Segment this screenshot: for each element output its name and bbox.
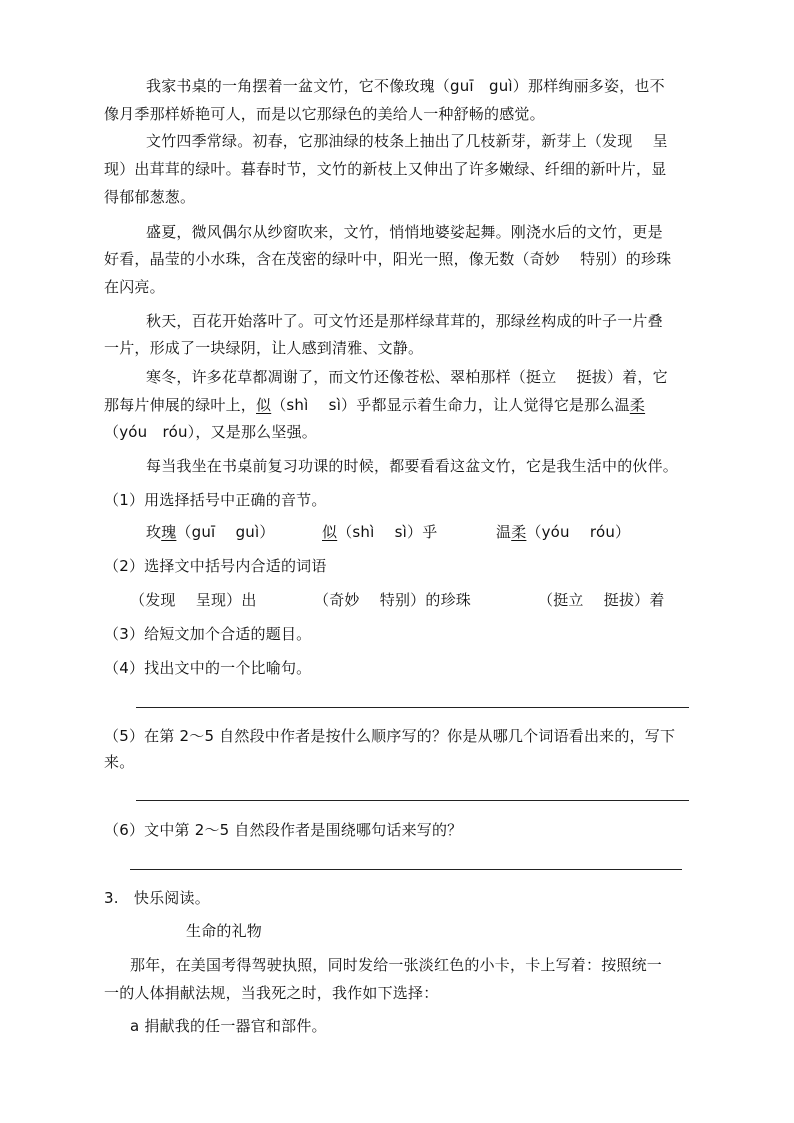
question-2-option-b: （奇妙 特别）的珍珠 <box>314 591 471 609</box>
section-3-line1: 那年，在美国考得驾驶执照，同时发给一张淡红色的小卡，卡上写着：按照统一 <box>130 956 663 974</box>
passage-p5-line2-a: 那每片伸展的绿叶上， <box>104 396 257 414</box>
answer-line-q5[interactable] <box>136 800 689 801</box>
section-3-line2: 一的人体捐献法规，当我死之时，我作如下选择： <box>104 984 439 1002</box>
passage-p4-line1: 秋天，百花开始落叶了。可文竹还是那样绿茸茸的，那绿丝构成的叶子一片叠 <box>146 312 663 330</box>
passage-p6-line1: 每当我坐在书桌前复习功课的时候，都要看看这盆文竹，它是我生活中的伙伴。 <box>146 457 679 475</box>
q1-b-post: （shì sì）乎 <box>337 523 438 541</box>
question-1-option-a <box>146 522 275 542</box>
passage-p5-line2 <box>104 395 645 415</box>
section-3-line3: a 捐献我的任一器官和部件。 <box>130 1017 327 1035</box>
section-3-heading: 3. 快乐阅读。 <box>104 889 210 907</box>
question-2-option-a: （发现 呈现）出 <box>130 591 257 609</box>
underlined-char-rou: 柔 <box>629 396 646 414</box>
question-4: （4）找出文中的一个比喻句。 <box>104 659 312 677</box>
passage-p2-line2: 现）出茸茸的绿叶。暮春时节，文竹的新枝上又伸出了许多嫩绿、纤细的新叶片，显 <box>104 160 667 178</box>
underlined-char-si: 似 <box>256 396 272 414</box>
question-1-option-c <box>496 522 630 542</box>
question-3: （3）给短文加个合适的题目。 <box>104 625 312 643</box>
passage-p4-line2: 一片，形成了一块绿阴，让人感到清雅、文静。 <box>104 339 424 357</box>
question-5-line1: （5）在第 2～5 自然段中作者是按什么顺序写的？你是从哪几个词语看出来的，写下 <box>104 727 676 745</box>
q1-c-underlined: 柔 <box>511 523 527 541</box>
passage-p2-line1: 文竹四季常绿。初春，它那油绿的枝条上抽出了几枝新芽，新芽上（发现 呈 <box>146 132 668 150</box>
q1-c-post: （yóu róu） <box>526 523 631 541</box>
answer-line-q4[interactable] <box>136 707 689 708</box>
question-6: （6）文中第 2～5 自然段作者是围绕哪句话来写的？ <box>104 821 463 839</box>
question-5-line2: 来。 <box>104 753 135 771</box>
passage-p5-line1: 寒冬，许多花草都凋谢了，而文竹还像苍松、翠柏那样（挺立 挺拔）着，它 <box>146 368 668 386</box>
q1-a-underlined: 瑰 <box>161 523 177 541</box>
question-1-option-b <box>322 522 437 542</box>
q1-a-post: （guī guì） <box>176 523 275 541</box>
q1-c-pre: 温 <box>496 523 512 541</box>
answer-line-q6[interactable] <box>130 869 682 870</box>
section-3-title: 生命的礼物 <box>186 922 263 940</box>
q1-a-pre: 玫 <box>146 523 162 541</box>
passage-p3-line1: 盛夏，微风偶尔从纱窗吹来，文竹，悄悄地婆娑起舞。刚浇水后的文竹，更是 <box>146 223 663 241</box>
passage-p1-line2: 像月季那样娇艳可人，而是以它那绿色的美给人一种舒畅的感觉。 <box>104 105 545 123</box>
passage-p5-line2-c: （shì sì）乎都显示着生命力，让人觉得它是那么温 <box>271 396 630 414</box>
question-1: （1）用选择括号中正确的音节。 <box>104 491 327 509</box>
q1-b-underlined: 似 <box>322 523 338 541</box>
passage-p3-line3: 在闪亮。 <box>104 278 165 296</box>
passage-p1-line1: 我家书桌的一角摆着一盆文竹，它不像玫瑰（guī guì）那样绚丽多姿，也不 <box>146 77 665 95</box>
passage-p3-line2: 好看，晶莹的小水珠，含在茂密的绿叶中，阳光一照，像无数（奇妙 特别）的珍珠 <box>104 250 672 268</box>
passage-p5-line3: （yóu róu），又是那么坚强。 <box>104 423 317 441</box>
question-2: （2）选择文中括号内合适的词语 <box>104 557 327 575</box>
question-2-option-c: （挺立 挺拔）着 <box>538 591 665 609</box>
passage-p2-line3: 得郁郁葱葱。 <box>104 188 196 206</box>
